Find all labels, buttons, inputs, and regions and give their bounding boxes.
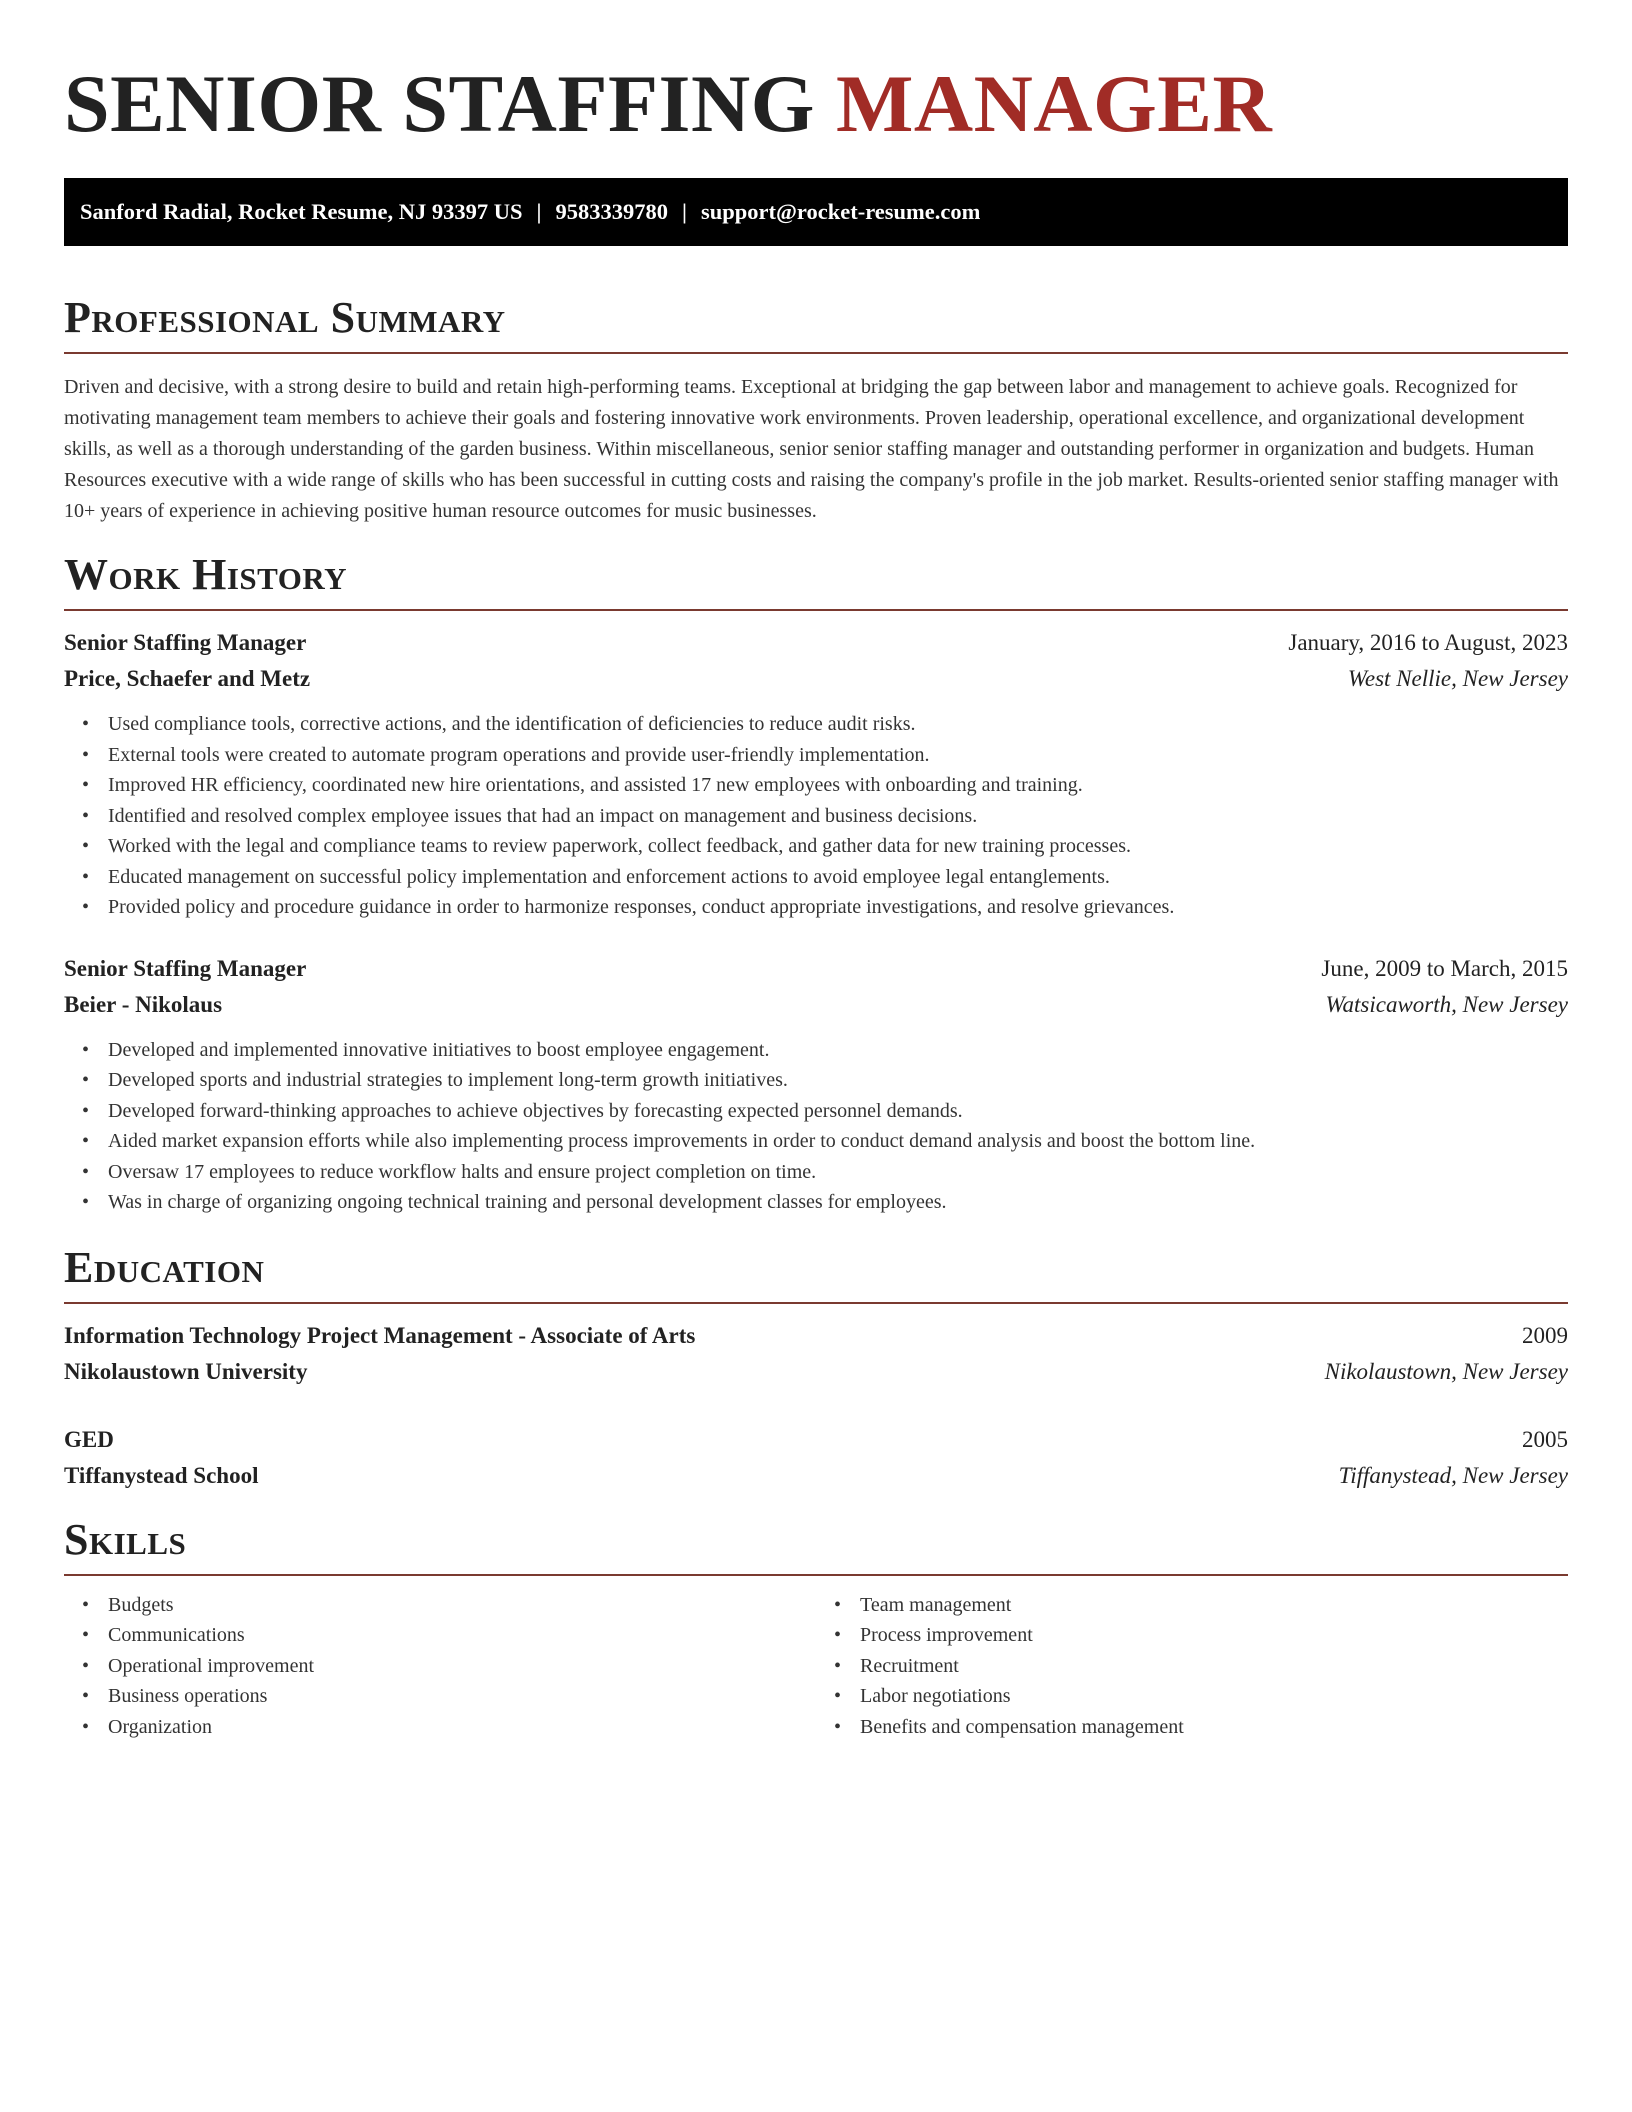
section-divider (64, 1574, 1568, 1576)
contact-email[interactable]: support@rocket-resume.com (700, 199, 981, 224)
skills-list (64, 1590, 816, 1743)
list-item: • External tools were created to automate program operations and provide user-friendly implementation. (108, 740, 1568, 771)
job-bullets (64, 1035, 1568, 1218)
education-degree: Information Technology Project Management - Associate of Arts (64, 1322, 696, 1348)
job-title: Senior Staffing Manager (64, 630, 307, 655)
contact-address: Sanford Radial, Rocket Resume, NJ 93397 US (80, 199, 523, 224)
contact-separator: | (536, 199, 542, 224)
list-item: • Oversaw 17 employees to reduce workflow halts and ensure project completion on time. (108, 1157, 1568, 1188)
job-company-row (64, 661, 1568, 697)
contact-bar (64, 178, 1568, 246)
list-item: • Organization (108, 1712, 816, 1743)
education-school: Tiffanystead School (64, 1462, 259, 1488)
job-company: Beier - Nikolaus (64, 991, 223, 1017)
job-header-row (64, 951, 1568, 987)
education-school-row (64, 1458, 1568, 1494)
education-degree-row (64, 1318, 1568, 1354)
education-year: 2009 (1522, 1322, 1568, 1348)
education-degree: GED (64, 1426, 114, 1452)
list-item: • Was in charge of organizing ongoing technical training and personal development classes for employees. (108, 1187, 1568, 1218)
list-item: • Developed sports and industrial strategies to implement long-term growth initiatives. (108, 1065, 1568, 1096)
list-item: • Communications (108, 1620, 816, 1651)
education-entry (64, 1422, 1568, 1494)
work-history-section (64, 549, 1568, 1218)
list-item: • Business operations (108, 1681, 816, 1712)
job-dates: January, 2016 to August, 2023 (1288, 630, 1568, 655)
skills-column-left (64, 1590, 816, 1743)
section-divider (64, 352, 1568, 354)
skills-list (816, 1590, 1568, 1743)
contact-separator: | (681, 199, 687, 224)
job-entry (64, 625, 1568, 923)
education-location: Tiffanystead, New Jersey (1338, 1462, 1568, 1488)
section-heading-skills: Skills (64, 1514, 187, 1564)
list-item: • Developed and implemented innovative initiatives to boost employee engagement. (108, 1035, 1568, 1066)
list-item: • Budgets (108, 1590, 816, 1621)
education-year: 2005 (1522, 1426, 1568, 1452)
title-part-1: SENIOR STAFFING (64, 58, 815, 149)
education-school-row (64, 1354, 1568, 1390)
list-item: • Labor negotiations (860, 1681, 1568, 1712)
list-item: • Aided market expansion efforts while also implementing process improvements in order to conduct demand analysis and boost the bottom line. (108, 1126, 1568, 1157)
job-location: Watsicaworth, New Jersey (1325, 991, 1568, 1017)
job-bullets (64, 709, 1568, 923)
list-item: • Used compliance tools, corrective actions, and the identification of deficiencies to reduce audit risks. (108, 709, 1568, 740)
job-title: Senior Staffing Manager (64, 955, 307, 981)
title-part-2: MANAGER (835, 58, 1273, 149)
list-item: • Benefits and compensation management (860, 1712, 1568, 1743)
list-item: • Worked with the legal and compliance teams to review paperwork, collect feedback, and gather data for new training processes. (108, 831, 1568, 862)
section-divider (64, 609, 1568, 611)
list-item: • Team management (860, 1590, 1568, 1621)
section-heading-summary: Professional Summary (64, 293, 506, 342)
skills-section (64, 1514, 1568, 1743)
education-entry (64, 1318, 1568, 1390)
job-location: West Nellie, New Jersey (1347, 666, 1568, 691)
list-item: • Identified and resolved complex employee issues that had an impact on management and business decisions. (108, 801, 1568, 832)
job-company-row (64, 987, 1568, 1023)
education-school: Nikolaustown University (64, 1358, 308, 1384)
contact-phone[interactable]: 9583339780 (555, 199, 668, 224)
skills-columns (64, 1590, 1568, 1743)
section-heading-education: Education (64, 1242, 265, 1292)
job-header-row (64, 625, 1568, 661)
education-section (64, 1242, 1568, 1494)
skills-column-right (816, 1590, 1568, 1743)
list-item: • Educated management on successful policy implementation and enforcement actions to avoid employee legal entanglements. (108, 862, 1568, 893)
list-item: • Operational improvement (108, 1651, 816, 1682)
job-company: Price, Schaefer and Metz (64, 666, 311, 691)
list-item: • Improved HR efficiency, coordinated new hire orientations, and assisted 17 new employees with onboarding and training. (108, 770, 1568, 801)
education-location: Nikolaustown, New Jersey (1324, 1358, 1568, 1384)
list-item: • Developed forward-thinking approaches to achieve objectives by forecasting expected personnel demands. (108, 1096, 1568, 1127)
section-heading-work-history: Work History (64, 550, 348, 599)
job-dates: June, 2009 to March, 2015 (1321, 955, 1568, 981)
job-entry (64, 951, 1568, 1218)
list-item: • Process improvement (860, 1620, 1568, 1651)
list-item: • Recruitment (860, 1651, 1568, 1682)
summary-section (64, 292, 1568, 527)
summary-text: Driven and decisive, with a strong desire to build and retain high-performing teams. Exceptional at bridging the gap between labor and management to achieve goals. Recognized for motivating management team members to achieve their goals and fostering innovative work environments. Proven leadership, operational excellence, and organizational development skills, as well as a thorough understanding of the garden business. Within miscellaneous, senior senior staffing manager and outstanding performer in organization and budgets. Human Resources executive with a wide range of skills who has been successful in cutting costs and raising the company's profile in the job market. Results-oriented senior staffing manager with 10+ years of experience in achieving positive human resource outcomes for music businesses. (64, 376, 1559, 522)
section-divider (64, 1302, 1568, 1304)
education-degree-row (64, 1422, 1568, 1458)
list-item: • Provided policy and procedure guidance in order to harmonize responses, conduct appropriate investigations, and resolve grievances. (108, 892, 1568, 923)
resume-title (64, 56, 1568, 152)
